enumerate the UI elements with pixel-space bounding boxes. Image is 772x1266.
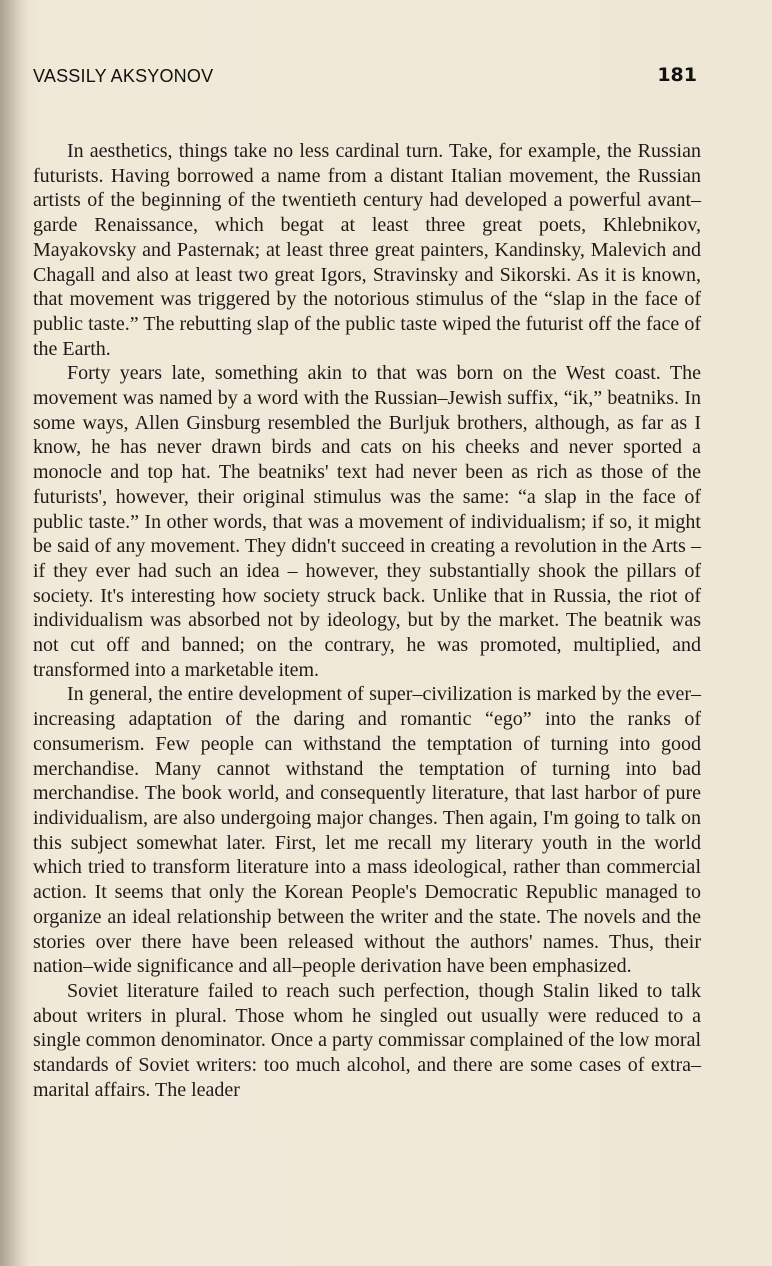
paragraph-aesthetics: In aesthetics, things take no less cardinal turn. Take, for example, the Russian futurists. Having borrowed a name from a distant Italian movement, the Russian artists of the beginning of the twentieth century had developed a powerful avant–garde Renaissance, which begat at least three great poets, Khlebnikov, Mayakovsky and Pasternak; at least three great painters, Kandinsky, Malevich and Chagall and also at least two great Igors, Stravinsky and Sikorski. As it is known, that movement was triggered by the notorious stimulus of the “slap in the face of public taste.” The rebutting slap of the public taste wiped the futurist off the face of the Earth. [33,140,701,360]
binding-gutter-shadow [0,0,28,1266]
paragraph-soviet-literature: Soviet literature failed to reach such perfection, though Stalin liked to talk about writers in plural. Those whom he singled out usually were reduced to a single common denominator. Once a party commissar complained of the low moral standards of Soviet writers: too much alcohol, and there are some cases of extra–marital affairs. The leader [33,979,701,1101]
body-text [33,139,701,1102]
running-head: VASSILY AKSYONOV [33,66,214,86]
page-number: 181 [657,64,697,86]
paragraph-beatniks: Forty years late, something akin to that was born on the West coast. The movement was named by a word with the Russian–Jewish suffix, “ik,” beatniks. In some ways, Allen Ginsburg resembled the Burljuk brothers, although, as far as I know, he has never drawn birds and cats on his cheeks and never sported a monocle and top hat. The beatniks' text had never been as rich as those of the futurists', however, their original stimulus was the same: “a slap in the face of public taste.” In other words, that was a movement of individualism; if so, it might be said of any movement. They didn't succeed in creating a revolution in the Arts – if they ever had such an idea – however, they substantially shook the pillars of society. It's interesting how society struck back. Unlike that in Russia, the riot of individualism was absorbed not by ideology, but by the market. The beatnik was not cut off and banned; on the contrary, he was promoted, multiplied, and transformed into a marketable item. [33,362,701,681]
paragraph-super-civilization: In general, the entire development of super–civilization is marked by the ever–increasing adaptation of the daring and romantic “ego” into the ranks of consumerism. Few people can withstand the temptation of turning into good merchandise. Many cannot withstand the temptation of turning into bad merchandise. The book world, and consequently literature, that last harbor of pure individualism, are also undergoing major changes. Then again, I'm going to talk on this subject somewhat later. First, let me recall my literary youth in the world which tried to transform literature into a mass ideological, rather than commercial action. It seems that only the Korean People's Democratic Republic managed to organize an ideal relationship between the writer and the state. The novels and the stories over there have been released without the authors' names. Thus, their nation–wide significance and all–people derivation have been emphasized. [33,683,701,978]
page-header [33,64,697,92]
